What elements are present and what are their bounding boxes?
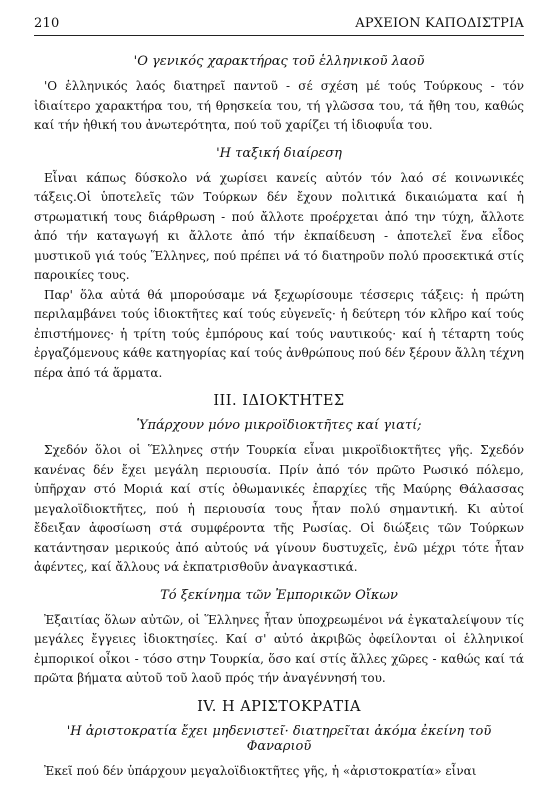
paragraph: Ἐξαιτίας ὅλων αὐτῶν, οἱ Ἕλληνες ἦταν ὑποχρεωμένοι νά ἐγκαταλείψουν τίς μεγάλες ἔγγειες ἰδιοκτησίες. Καί σ' αὐτό ἀκριβῶς ὀφείλονται οἱ ἑλληνικοί ἐμπορικοί οἶκοι - τόσο στην Τουρκία, ὅσο καί στίς ἄλλες χῶρες - καθώς καί τά πρῶτα βήματα αὐτοῦ τοῦ λαοῦ πρός τήν ἀναγέννησή του. [34,612,524,685]
subheading: 'Η ταξική διαίρεση [216,145,342,161]
block-national-character [34,54,524,136]
paragraph: Παρ' ὅλα αὐτά θά μπορούσαμε νά ξεχωρίσουμε τέσσερις τάξεις: ἡ πρώτη περιλαμβάνει τούς ἰδιοκτῆτες καί τούς εὐγενεῖς· ἡ δεύτερη τόν κλῆρο καί τούς ἐπιστήμονες· ἡ τρίτη τούς ἐμπόρους καί τούς ναυτικούς· καί ἡ τέταρτη τούς ἐργαζόμενους κάθε κατηγορίας καί τούς ἀνθρώπους πού δέν ξέρουν ἄλλη τέχνη πέρα ἀπό τά ἅρματα. [34,287,524,380]
subheading: 'Η ἀριστοκρατία ἔχει μηδενιστεῖ· διατηρεῖται ἀκόμα ἐκείνη τοῦ Φαναριοῦ [66,723,492,754]
header-rule [34,35,524,36]
paragraph: Σχεδόν ὅλοι οἱ Ἕλληνες στήν Τουρκία εἶναι μικροϊδιοκτῆτες γῆς. Σχεδόν κανένας δέν ἔχει μεγάλη περιουσία. Πρίν ἀπό τόν πρῶτο Ρωσικό πόλεμο, ὑπῆρχαν στό Μοριά καί στίς ὀθωμανικές ἐπαρχίες τῆς Μαύρης Θάλασσας μεγαλοϊδιοκτῆτες, πού ἡ περιουσία τους ἦταν πολύ σημαντική. Κι αὐτοί ἔδειξαν ἀφοσίωση στά συμφέροντα τῆς Ρωσίας. Οἱ διώξεις τῶν Τούρκων κατάντησαν μερικούς ἀπό αὐτούς νά γίνουν δυστυχεῖς, ἐνῶ μέχρι τότε ἦταν ἀφέντες, καί ἄλλους νά ἐκπατρισθοῦν ἀναγκαστικά. [34,443,524,574]
running-title: ΑΡΧΕΙΟΝ ΚΑΠΟΔΙΣΤΡΙΑ [355,16,524,31]
section-heading: IV. Η ΑΡΙΣΤΟΚΡΑΤΙΑ [197,698,361,715]
paragraph: Ἐκεῖ πού δέν ὑπάρχουν μεγαλοϊδιοκτῆτες γῆς, ἡ «ἀριστοκρατία» εἶναι [44,763,477,778]
block-aristocracy [34,699,524,782]
paragraph: 'Ο ἑλληνικός λαός διατηρεῖ παντοῦ - σέ σχέση μέ τούς Τούρκους - τόν ἰδιαίτερο χαρακτήρα του, τή θρησκεία του, τή γλῶσσα του, τά ἤθη του, καθώς καί τήν ἠθική του ἀνωτερότητα, πού τοῦ χαρίζει τή ἰδιοφυΐα του. [34,79,524,132]
section-heading: III. ΙΔΙΟΚΤΗΤΕΣ [213,393,345,409]
block-class-division [34,146,524,384]
subheading: Τό ξεκίνημα τῶν Ἐμπορικῶν Οἴκων [160,587,398,603]
subheading: Ὑπάρχουν μόνο μικροϊδιοκτῆτες καί γιατί; [136,418,422,433]
paragraph: Εἶναι κάπως δύσκολο νά χωρίσει κανείς αὐτόν τόν λαό σέ κοινωνικές τάξεις.Οἱ ὑποτελεῖς τῶν Τούρκων δέν ἔχουν πολιτικά δικαιώματα καί ἡ στρωματική τους διάρθρωση - πού ἄλλοτε προέρχεται ἀπό την τύχη, ἄλλοτε ἀπό τήν καταγωγή κι ἄλλοτε ἀπό τήν ἐκπαίδευση - ἀποτελεῖ ἕνα εἶδος μυστικοῦ γιά τούς Ἕλληνες, πού πρέπει νά τό διατηροῦν πολύ προσεκτικά στίς παροικίες τους. [34,170,524,282]
block-merchant-houses [34,588,524,689]
subheading: 'Ο γενικός χαρακτήρας τοῦ ἑλληνικοῦ λαοῦ [133,54,425,69]
page-number: 210 [34,16,60,31]
block-owners [34,393,524,578]
running-header [34,0,524,31]
